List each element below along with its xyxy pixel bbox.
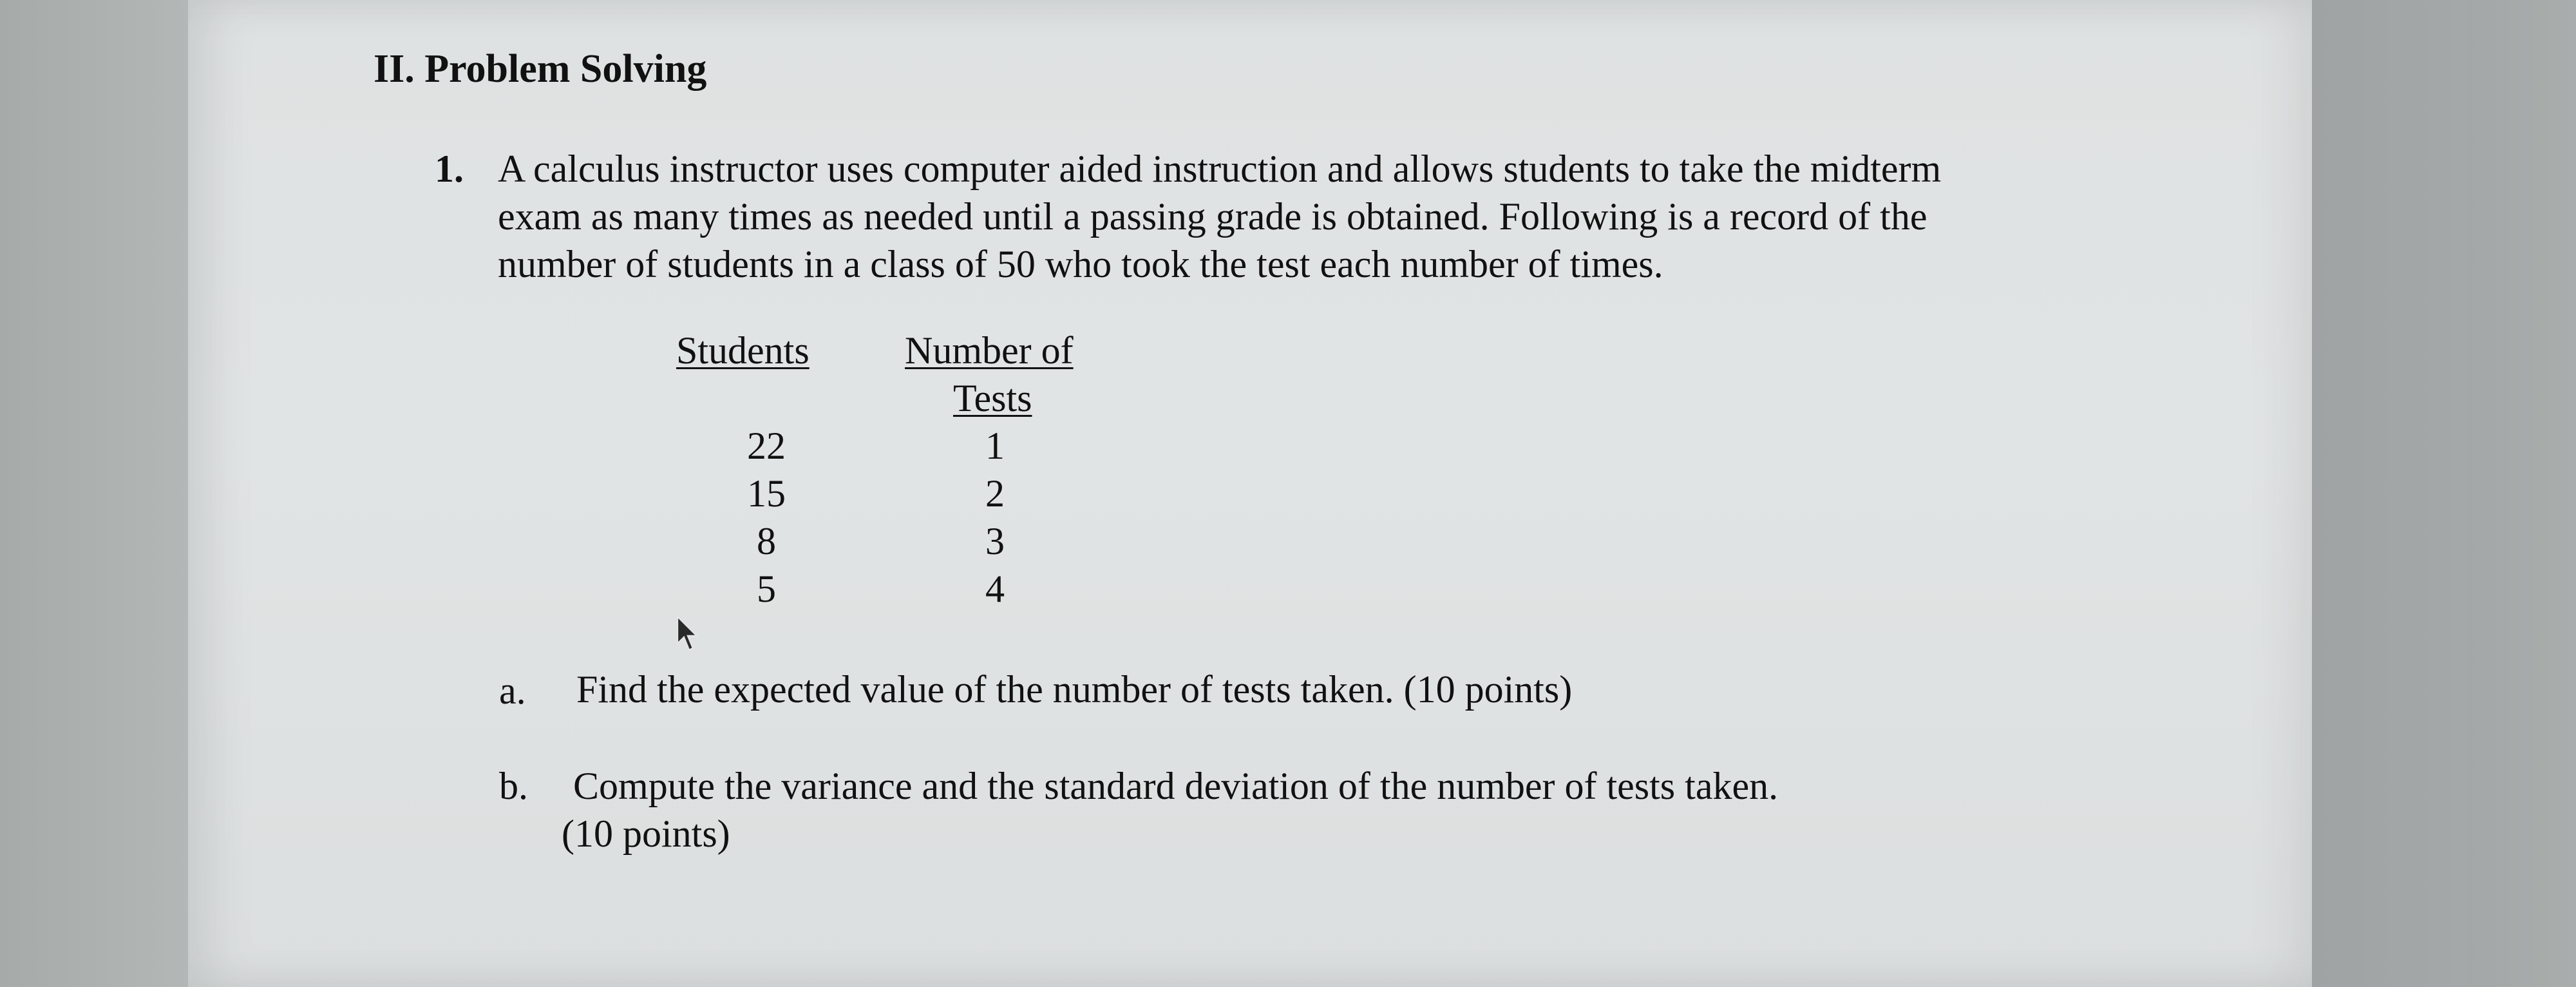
- question-text-line-2: exam as many times as needed until a passing grade is obtained. Following is a record of the: [498, 195, 1927, 238]
- table-row-4-students: 5: [757, 568, 776, 610]
- table-row-1-tests: 1: [985, 425, 1005, 467]
- mouse-pointer-icon: [676, 615, 702, 653]
- table-row-1-students: 22: [747, 425, 786, 467]
- part-b-letter: b.: [499, 765, 528, 807]
- table-row-3-students: 8: [757, 520, 776, 562]
- part-a-text: Find the expected value of the number of tests taken. (10 points): [576, 668, 1573, 711]
- part-a-letter: a.: [499, 669, 526, 712]
- part-b-text-line-2: (10 points): [562, 812, 730, 855]
- screen-edge-left: [0, 0, 188, 987]
- tests-column-header-line-1: Number of: [905, 329, 1074, 372]
- question-text-line-3: number of students in a class of 50 who took the test each number of times.: [498, 243, 1663, 285]
- table-row-4-tests: 4: [985, 568, 1005, 610]
- question-text-line-1: A calculus instructor uses computer aided instruction and allows students to take the midterm: [498, 148, 1942, 190]
- table-row-2-students: 15: [747, 472, 786, 515]
- part-b-text-line-1: Compute the variance and the standard deviation of the number of tests taken.: [573, 765, 1779, 807]
- question-number: 1.: [435, 148, 464, 190]
- students-column-header: Students: [676, 329, 810, 372]
- table-row-3-tests: 3: [985, 520, 1005, 562]
- screen-bezel-right: [2467, 0, 2576, 987]
- section-heading: II. Problem Solving: [374, 47, 707, 91]
- table-row-2-tests: 2: [985, 472, 1005, 515]
- tests-column-header-line-2: Tests: [953, 377, 1032, 419]
